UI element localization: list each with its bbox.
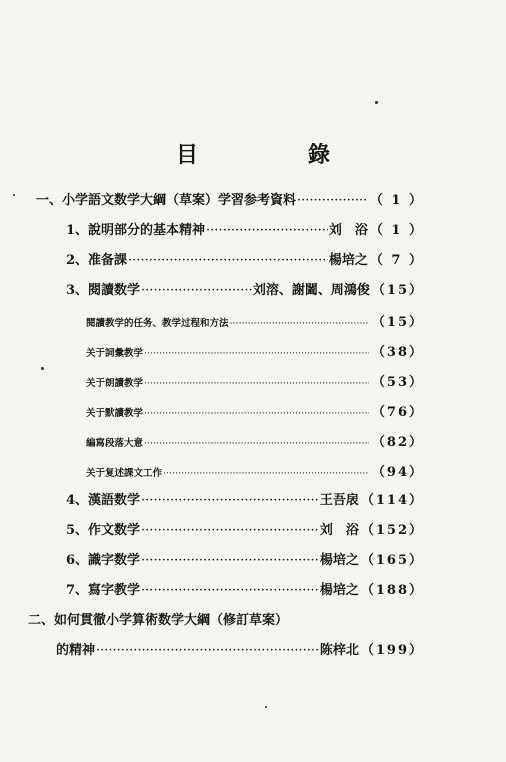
leader-dots: [144, 408, 369, 419]
toc-entry-author: 楊培之: [319, 583, 359, 598]
toc-entry-page: （38）: [371, 345, 424, 360]
toc-entry-label: 的精神: [56, 643, 96, 658]
toc-entry-page: （94）: [371, 465, 424, 480]
toc-entry-label: 7、寫字教学: [66, 583, 141, 598]
toc-entry-label: 編寫段落大意: [86, 438, 144, 449]
leader-dots: [144, 438, 369, 449]
print-speck: [41, 367, 44, 370]
toc-entry-label: 6、識字数学: [66, 553, 141, 568]
leader-dots: [141, 523, 319, 538]
toc-entry-page: （ 1 ）: [369, 193, 424, 208]
toc-entry-page: （15）: [371, 283, 424, 298]
toc-entry: [66, 549, 424, 568]
toc-entry-label: 一、小学語文数学大綱（草案）学習参考資料: [36, 193, 297, 208]
toc-entry-label: 关于朗讀教学: [86, 378, 144, 389]
toc-entry-author: 楊培之: [328, 253, 368, 268]
toc-entry: [66, 579, 424, 598]
leader-dots: [206, 223, 328, 238]
toc-entry-page: （ 7 ）: [369, 253, 424, 268]
toc-entry-author: 刘 浴: [328, 223, 368, 238]
leader-dots: [230, 318, 369, 329]
toc-entry: [86, 401, 424, 420]
toc-entry-label: 4、漢語数学: [66, 493, 141, 508]
toc-entry-label: 2、准备課: [66, 253, 128, 268]
leader-dots: [141, 493, 319, 508]
toc-entry-author: 陈梓北: [319, 643, 359, 658]
print-speck: [13, 194, 15, 196]
print-speck: [265, 706, 267, 708]
toc-entry-page: （114）: [360, 493, 424, 508]
toc-entry-label: 1、說明部分的基本精神: [66, 223, 206, 238]
toc-entry: [36, 189, 424, 208]
toc-entry-page: （82）: [371, 435, 424, 450]
toc-entry-author: 楊培之: [319, 553, 359, 568]
toc-entry: [86, 341, 424, 360]
toc-entry: [56, 639, 424, 658]
leader-dots: [163, 468, 369, 479]
toc-entry-page: （53）: [371, 375, 424, 390]
toc-entry: [86, 371, 424, 390]
toc-entry: [66, 279, 424, 298]
toc-entry: [66, 519, 424, 538]
leader-dots: [144, 348, 369, 359]
leader-dots: [144, 378, 369, 389]
toc-entry-label: 关于默讀教学: [86, 408, 144, 419]
leader-dots: [141, 583, 319, 598]
leader-dots: [128, 253, 328, 268]
page-title: 目 錄: [175, 142, 374, 168]
toc-entry-label: 3、閱讀数学: [66, 283, 141, 298]
toc-entry-page: （ 1 ）: [369, 223, 424, 238]
toc-entry-label: 二、如何貫徹小学算術数学大綱（修訂草案）: [28, 613, 289, 628]
toc-entry-page: （188）: [360, 583, 424, 598]
toc-entry: [86, 431, 424, 450]
toc-entry-label: 5、作文数学: [66, 523, 141, 538]
leader-dots: [141, 553, 319, 568]
toc-entry-author: 刘 浴: [319, 523, 359, 538]
toc-entry-page: （152）: [360, 523, 424, 538]
toc-entry: [66, 249, 424, 268]
toc-entry-page: （76）: [371, 405, 424, 420]
leader-dots: [96, 643, 319, 658]
toc-entry-page: （199）: [360, 643, 424, 658]
toc-entry-page: （165）: [360, 553, 424, 568]
toc-entry: [66, 219, 424, 238]
toc-entry-label: 关于詞彙教学: [86, 348, 144, 359]
toc-entry: [28, 609, 290, 628]
print-speck: [375, 101, 378, 104]
toc-entry-label: 关于复述課文工作: [86, 468, 163, 479]
toc-entry: [66, 489, 424, 508]
toc-entry-author: 刘溶、謝闔、周鴻俊: [252, 283, 370, 298]
toc-entry-author: 王吾扆: [319, 493, 359, 508]
leader-dots: [141, 283, 252, 298]
toc-entry-page: （15）: [371, 315, 424, 330]
toc-entry-label: 閱讀教学的任务、教学过程和方法: [86, 318, 229, 329]
toc-entry: [86, 461, 424, 480]
toc-entry: [86, 311, 424, 330]
leader-dots: [297, 193, 367, 208]
